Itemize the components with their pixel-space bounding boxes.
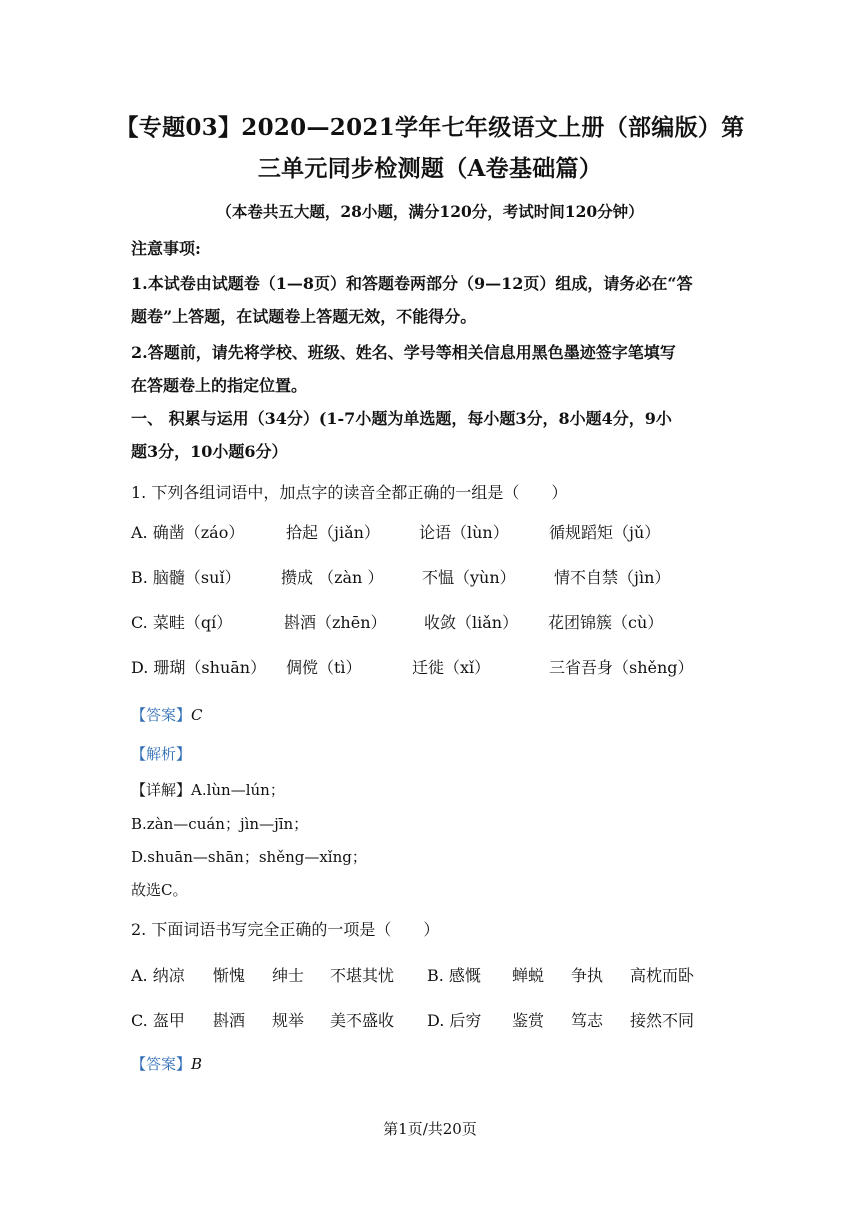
option-cell: 规举 bbox=[272, 1011, 305, 1030]
option-cell: 拾起（jiǎn） bbox=[286, 523, 380, 542]
question-1-option-b bbox=[131, 565, 731, 589]
notice-1-line-2: 题卷”上答题，在试题卷上答题无效，不能得分。 bbox=[131, 307, 477, 326]
option-cell: 循规蹈矩（jǔ） bbox=[549, 523, 661, 542]
option-cell: 攒成 （zàn ） bbox=[281, 568, 384, 587]
question-1-detail-4: 故选C。 bbox=[131, 881, 188, 899]
option-cell: 论语（lùn） bbox=[419, 523, 509, 542]
option-cell: 蝉蜕 bbox=[512, 966, 545, 985]
option-cell: B. 感慨 bbox=[427, 966, 481, 985]
question-1-option-c bbox=[131, 610, 731, 634]
notice-2-line-2: 在答题卷上的指定位置。 bbox=[131, 376, 308, 395]
option-cell: 不堪其忧 bbox=[330, 966, 395, 985]
question-1-option-d bbox=[131, 655, 731, 679]
document-title-line-2: 三单元同步检测题（A卷基础篇） bbox=[257, 155, 603, 182]
option-cell: 花团锦簇（cù） bbox=[548, 613, 664, 632]
question-1-answer bbox=[131, 704, 203, 725]
question-1-detail-3: D.shuān—shān；shěng—xǐng； bbox=[131, 848, 367, 866]
section-1-heading-line-1: 一、 积累与运用（34分）(1-7小题为单选题，每小题3分，8小题4分，9小 bbox=[131, 409, 672, 428]
document-title-line-1: 【专题03】2020—2021学年七年级语文上册（部编版）第 bbox=[115, 114, 745, 141]
option-cell: C. 菜畦（qí） bbox=[131, 613, 233, 632]
notice-1-line-1: 1.本试卷由试题卷（1—8页）和答题卷两部分（9—12页）组成，请务必在“答 bbox=[131, 274, 693, 293]
question-1-detail-1: 【详解】A.lùn—lún； bbox=[131, 781, 285, 799]
question-1-analysis-label: 【解析】 bbox=[131, 745, 192, 763]
answer-value: B bbox=[191, 1055, 203, 1073]
option-cell: 惭愧 bbox=[213, 966, 246, 985]
answer-label: 【答案】 bbox=[131, 706, 192, 724]
option-cell: 接然不同 bbox=[630, 1011, 695, 1030]
question-1-option-a bbox=[131, 520, 731, 544]
question-1-detail-2: B.zàn—cuán；jìn—jīn； bbox=[131, 815, 309, 833]
option-cell: 争执 bbox=[571, 966, 604, 985]
option-cell: 高枕而卧 bbox=[630, 966, 695, 985]
option-cell: 收敛（liǎn） bbox=[424, 613, 519, 632]
option-cell: 迁徙（xǐ） bbox=[412, 658, 491, 677]
option-cell: C. 盔甲 bbox=[131, 1011, 185, 1030]
option-cell: A. 纳凉 bbox=[131, 966, 185, 985]
exam-info: （本卷共五大题，28小题，满分120分，考试时间120分钟） bbox=[216, 202, 644, 221]
notice-heading: 注意事项: bbox=[131, 239, 201, 258]
notice-2-line-1: 2.答题前，请先将学校、班级、姓名、学号等相关信息用黑色墨迹签字笔填写 bbox=[131, 343, 676, 362]
option-cell: 笃志 bbox=[571, 1011, 604, 1030]
question-2-options-cd bbox=[131, 1008, 731, 1032]
option-cell: A. 确凿（záo） bbox=[131, 523, 245, 542]
answer-label: 【答案】 bbox=[131, 1055, 192, 1073]
section-1-heading-line-2: 题3分，10小题6分） bbox=[131, 442, 288, 461]
answer-value: C bbox=[191, 706, 203, 724]
option-cell: 美不盛收 bbox=[330, 1011, 395, 1030]
option-cell: D. 后穷 bbox=[427, 1011, 482, 1030]
question-2-options-ab bbox=[131, 963, 731, 987]
option-cell: 绅士 bbox=[272, 966, 305, 985]
option-cell: 斟酒 bbox=[213, 1011, 246, 1030]
option-cell: 鉴赏 bbox=[512, 1011, 545, 1030]
option-cell: 斟酒（zhēn） bbox=[284, 613, 387, 632]
option-cell: 情不自禁（jìn） bbox=[554, 568, 671, 587]
question-2-stem: 2. 下面词语书写完全正确的一项是（ ） bbox=[131, 920, 440, 939]
option-cell: 三省吾身（shěng） bbox=[549, 658, 694, 677]
option-cell: D. 珊瑚（shuān） bbox=[131, 658, 267, 677]
option-cell: 倜傥（tì） bbox=[286, 658, 362, 677]
page-number-footer: 第1页/共20页 bbox=[383, 1120, 477, 1138]
question-2-answer bbox=[131, 1053, 202, 1074]
option-cell: B. 脑髓（suǐ） bbox=[131, 568, 241, 587]
option-cell: 不愠（yùn） bbox=[422, 568, 516, 587]
question-1-stem: 1. 下列各组词语中，加点字的读音全都正确的一组是（ ） bbox=[131, 483, 568, 502]
